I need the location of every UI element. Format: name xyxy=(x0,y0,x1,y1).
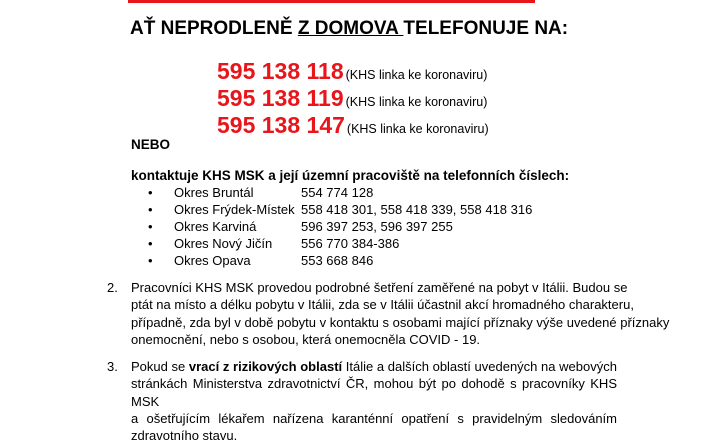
office-phone[interactable]: 558 418 301, 558 418 339, 558 418 316 xyxy=(301,202,533,217)
office-phone[interactable]: 554 774 128 xyxy=(301,185,374,200)
paragraph-line: ptát na místo a délku pobytu v Itálii, zda se v Itálii účastnil akcí hromadného charakteru, xyxy=(131,297,634,313)
phone-note: (KHS linka ke koronaviru) xyxy=(345,95,488,109)
office-name: Okres Karviná xyxy=(174,219,257,234)
paragraph-line: onemocnění, nebo s osobou, která onemocněla COVID - 19. xyxy=(131,331,481,347)
phone-number[interactable]: 595 138 118 xyxy=(217,58,344,84)
bullet-icon: • xyxy=(148,253,153,268)
office-name: Okres Opava xyxy=(174,253,251,268)
paragraph-line: a ošetřujícím lékařem nařízena karanténní opatření s pravidelným sledováním xyxy=(131,410,617,426)
paragraph-line: Pracovníci KHS MSK provedou podrobné šetření zaměřené na pobyt v Itálii. Budou se xyxy=(131,280,628,295)
office-phone[interactable]: 556 770 384-386 xyxy=(301,236,400,251)
item-paragraph xyxy=(131,279,670,348)
phone-line xyxy=(217,112,489,139)
phone-number[interactable]: 595 138 119 xyxy=(217,85,344,111)
bullet-icon: • xyxy=(148,219,153,234)
phone-line xyxy=(217,85,487,112)
top-red-rule xyxy=(128,0,535,3)
bullet-icon: • xyxy=(148,185,153,200)
paragraph-line: Pokud se vrací z rizikových oblastí Itálie a dalších oblastí uvedených na webových xyxy=(131,359,617,374)
item-number: 2. xyxy=(107,280,118,295)
office-phone[interactable]: 553 668 846 xyxy=(301,253,374,268)
office-name: Okres Frýdek-Místek xyxy=(174,202,295,217)
bullet-icon: • xyxy=(148,236,153,251)
phone-number[interactable]: 595 138 147 xyxy=(217,112,345,138)
or-label: NEBO xyxy=(131,137,171,152)
paragraph-line: stránkách Ministerstva zdravotnictví ČR, mohou být po dohodě s pracovníky KHS MSK xyxy=(131,376,617,409)
office-name: Okres Bruntál xyxy=(174,185,254,200)
item-number: 3. xyxy=(107,359,118,374)
paragraph-line: zdravotního stavu. xyxy=(131,428,238,444)
heading-underlined: Z DOMOVA xyxy=(297,18,404,39)
item-paragraph xyxy=(131,358,617,444)
office-phone[interactable]: 596 397 253, 596 397 255 xyxy=(301,219,453,234)
risk-areas-emphasis: vrací z rizikových oblastí xyxy=(188,359,343,374)
call-heading: AŤ NEPRODLENĚ Z DOMOVA TELEFONUJE NA: xyxy=(130,18,569,39)
phone-note: (KHS linka ke koronaviru) xyxy=(345,68,488,82)
contact-intro: kontaktuje KHS MSK a její územní pracoviště na telefonních číslech: xyxy=(131,168,570,183)
office-name: Okres Nový Jičín xyxy=(174,236,273,251)
phone-note: (KHS linka ke koronaviru) xyxy=(346,122,489,136)
phone-line xyxy=(217,58,487,85)
bullet-icon: • xyxy=(148,202,153,217)
paragraph-line: případně, zda byl v době pobytu v kontaktu s osobami mající příznaky výše uvedené příznaky xyxy=(131,314,670,330)
